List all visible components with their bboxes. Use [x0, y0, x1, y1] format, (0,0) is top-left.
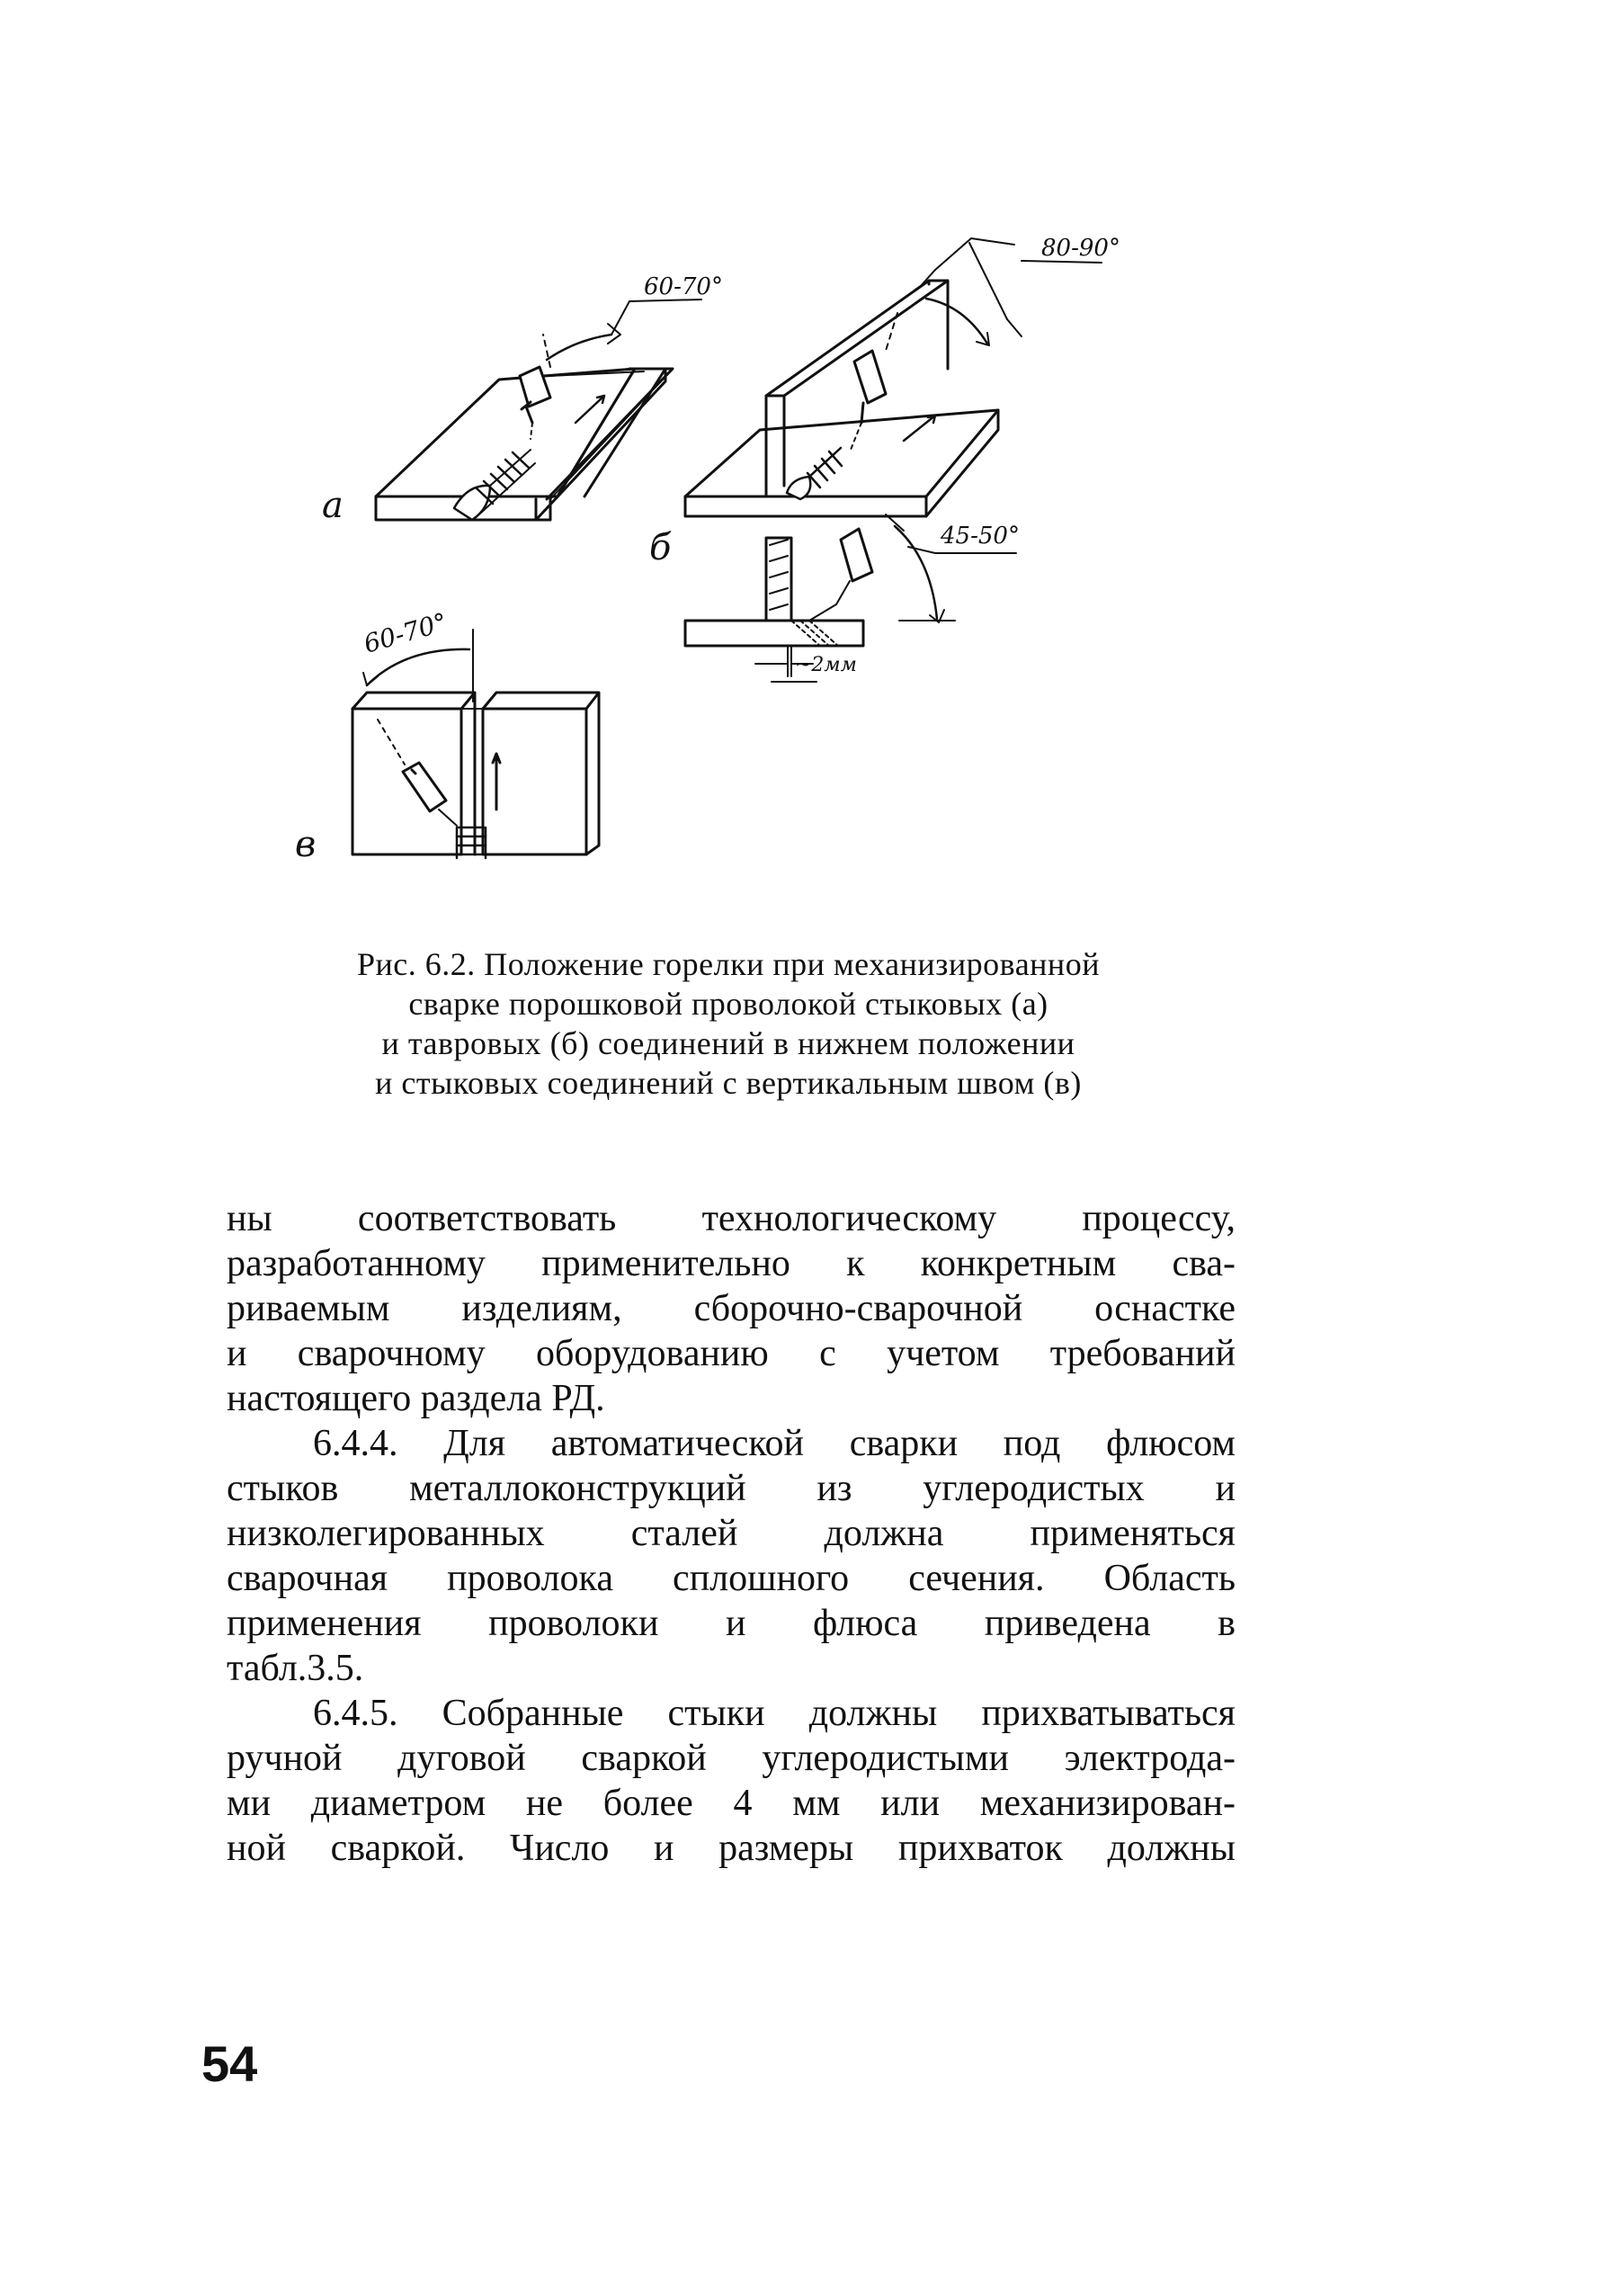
vertical-plates [352, 709, 461, 854]
figure-caption [270, 944, 1187, 1103]
text-line: низколегированных сталей должна применяться [227, 1513, 1236, 1554]
text-line: стыков металлоконструкций из углеродистых и [227, 1468, 1236, 1509]
welding-torch-diagram [0, 0, 1624, 917]
text-line: применения проволоки и флюса приведена в [227, 1603, 1236, 1644]
subfigure-label-b: б [649, 527, 672, 568]
text-line: и сварочному оборудованию с учетом требований [227, 1333, 1236, 1374]
text-line: ны соответствовать технологическому процессу, [227, 1198, 1236, 1239]
t-web-plate [766, 281, 948, 495]
paragraph-6-4-5 [227, 1691, 1236, 1871]
weld-bead-a [454, 450, 535, 520]
text-line: ми диаметром не более 4 мм или механизирован- [227, 1783, 1236, 1824]
direction-arrow-b [904, 416, 935, 441]
caption-line: Рис. 6.2. Положение горелки при механизированной [357, 946, 1100, 982]
weld-bead-b [787, 448, 842, 499]
angle-arc-a [547, 335, 611, 360]
angle-label-v: 60-70° [360, 606, 451, 659]
caption-line: сварке порошковой проволокой стыковых (а) [408, 986, 1048, 1022]
text-line: риваемым изделиям, сборочно-сварочной оснастке [227, 1288, 1236, 1329]
text-line: ручной дуговой сваркой углеродистыми электрода- [227, 1738, 1236, 1779]
subfigure-label-v: в [295, 824, 317, 865]
angle-label-b-side: 45-50° [941, 523, 1020, 550]
caption-line: и тавровых (б) соединений в нижнем положении [381, 1025, 1075, 1061]
text-line: табл.3.5. [227, 1648, 364, 1689]
text-line: 6.4.5. Собранные стыки должны прихватываться [313, 1693, 1236, 1734]
angle-arc-b-side [895, 526, 937, 619]
page-number: 54 [201, 2035, 258, 2092]
direction-arrow-a [576, 396, 604, 423]
text-line: настоящего раздела РД. [227, 1378, 605, 1419]
direction-arrow-v [493, 754, 500, 809]
torch-a [520, 367, 550, 439]
torch-v [378, 720, 457, 826]
text-line: ной сваркой. Число и размеры прихваток должны [227, 1828, 1236, 1869]
text-line: разработанному применительно к конкретным сва- [227, 1243, 1236, 1284]
subfigure-b [649, 235, 1120, 682]
paragraph-continuation [227, 1196, 1236, 1421]
body-text [227, 1196, 1236, 1871]
subfigure-label-a: а [322, 485, 344, 526]
t-base-plate [685, 410, 998, 496]
angle-label-b-top: 80-90° [1041, 235, 1120, 262]
subfigure-v [295, 607, 599, 865]
subfigure-a [322, 273, 723, 526]
text-line: сварочная проволока сплошного сечения. Область [227, 1558, 1236, 1599]
gap-label: ~2мм [795, 654, 857, 676]
t-joint-section [685, 514, 1020, 682]
paragraph-6-4-4 [227, 1421, 1236, 1691]
caption-line: и стыковых соединений с вертикальным швом (в) [375, 1065, 1082, 1101]
angle-label-a: 60-70° [644, 273, 723, 300]
text-line: 6.4.4. Для автоматической сварки под флюсом [313, 1423, 1236, 1464]
angle-arc-b-top [926, 299, 987, 344]
figure-6-2 [0, 0, 1624, 917]
